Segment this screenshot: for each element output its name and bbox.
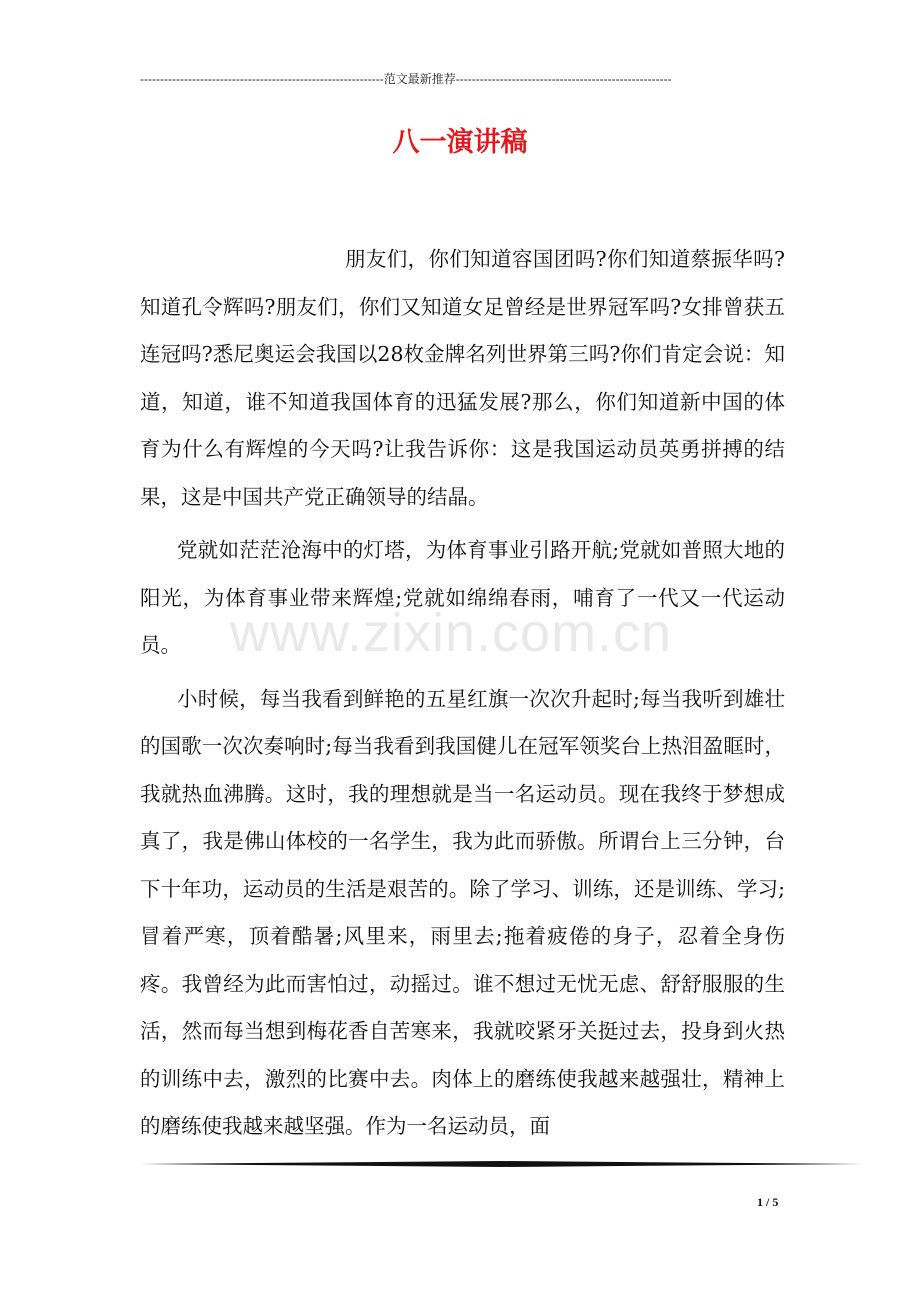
paragraph-2: 党就如茫茫沧海中的灯塔，为体育事业引路开航;党就如普照大地的阳光，为体育事业带来辉煌;党就如绵绵春雨，哺育了一代又一代运动员。 — [140, 538, 785, 657]
document-title: 八一演讲稿 — [392, 127, 528, 158]
header-dashes-left: ------------------------------------------------------------- — [140, 72, 384, 86]
paragraph-1: 朋友们，你们知道容国团吗?你们知道蔡振华吗?知道孔令辉吗?朋友们，你们又知道女足曾经是世界冠军吗?女排曾获五连冠吗?悉尼奥运会我国以28枚金牌名列世界第三吗?你们肯定会说：知道，知道，谁不知道我国体育的迅猛发展?那么，你们知道新中国的体育为什么有辉煌的今天吗?让我告诉你：这是我国运动员英勇拼搏的结果，这是中国共产党正确领导的结晶。 — [140, 247, 785, 509]
footer-divider — [140, 1160, 862, 1168]
page-number: 1 / 5 — [757, 1195, 779, 1209]
header-dashes-right: ------------------------------------------------------ — [455, 72, 672, 86]
header-banner — [140, 70, 770, 87]
document-body — [140, 236, 785, 1157]
header-label: 范文最新推荐 — [383, 72, 456, 86]
watermark: www.zixin.com.cn — [230, 603, 673, 663]
paragraph-3: 小时候，每当我看到鲜艳的五星红旗一次次升起时;每当我听到雄壮的国歌一次次奏响时;每当我看到我国健儿在冠军领奖台上热泪盈眶时，我就热血沸腾。这时，我的理想就是当一名运动员。现在我终于梦想成真了，我是佛山体校的一名学生，我为此而骄傲。所谓台上三分钟，台下十年功，运动员的生活是艰苦的。除了学习、训练，还是训练、学习;冒着严寒，顶着酷暑;风里来，雨里去;拖着疲倦的身子，忍着全身伤疼。我曾经为此而害怕过，动摇过。谁不想过无忧无虑、舒舒服服的生活，然而每当想到梅花香自苦寒来，我就咬紧牙关挺过去，投身到火热的训练中去，激烈的比赛中去。肉体上的磨练使我越来越强壮，精神上的磨练使我越来越坚强。作为一名运动员，面 — [140, 686, 785, 1138]
